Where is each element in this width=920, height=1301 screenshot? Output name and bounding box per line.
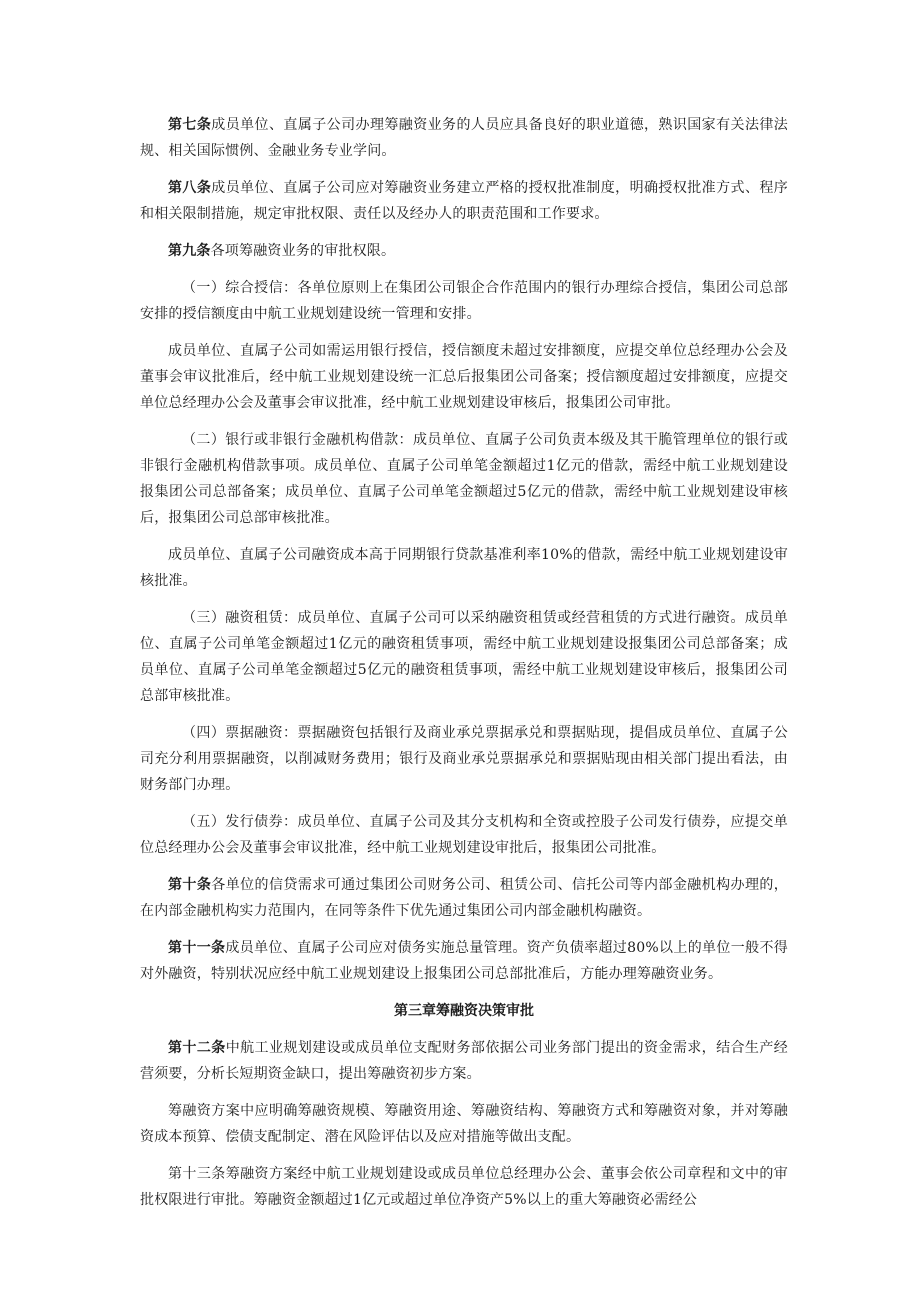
article-11-text: 成员单位、直属子公司应对债务实施总量管理。资产负债率超过80%以上的单位一般不得对外融资，特别状况应经中航工业规划建设上报集团公司总部批准后，方能办理筹融资业务。 (140, 940, 788, 982)
article-7-text: 成员单位、直属子公司办理筹融资业务的人员应具备良好的职业道德，熟识国家有关法律法规、相关国际惯例、金融业务专业学问。 (140, 117, 788, 159)
article-7 (140, 112, 788, 164)
chapter-3-heading: 第三章筹融资决策审批 (394, 1003, 534, 1019)
item-2-bank-loans: （二）银行或非银行金融机构借款：成员单位、直属子公司负责本级及其干脆管理单位的银行或非银行金融机构借款事项。成员单位、直属子公司单笔金额超过1亿元的借款，需经中航工业规划建设报集团公司总部备案；成员单位、直属子公司单笔金额超过5亿元的借款，需经中航工业规划建设审核后，报集团公司总部审核批准。 (140, 432, 788, 526)
item-4-bill-financing: （四）票据融资：票据融资包括银行及商业承兑票据承兑和票据贴现，提倡成员单位、直属子公司充分利用票据融资，以削减财务费用；银行及商业承兑票据承兑和票据贴现由相关部门提出看法，由财务部门办理。 (140, 725, 788, 793)
item-3-finance-lease: （三）融资租赁：成员单位、直属子公司可以采纳融资租赁或经营租赁的方式进行融资。成员单位、直属子公司单笔金额超过1亿元的融资租赁事项，需经中航工业规划建设报集团公司总部备案；成员单位、直属子公司单笔金额超过5亿元的融资租赁事项，需经中航工业规划建设审核后，报集团公司总部审核批准。 (140, 610, 788, 704)
article-8 (140, 175, 788, 227)
article-10-text: 各单位的信贷需求可通过集团公司财务公司、租赁公司、信托公司等内部金融机构办理的，在内部金融机构实力范围内，在同等条件下优先通过集团公司内部金融机构融资。 (140, 877, 788, 919)
article-9 (140, 238, 788, 264)
article-10 (140, 872, 788, 924)
article-11 (140, 935, 788, 987)
article-12-lead: 第十二条 (168, 1040, 226, 1056)
article-12 (140, 1035, 788, 1087)
article-12-text: 中航工业规划建设或成员单位支配财务部依据公司业务部门提出的资金需求，结合生产经营须要，分析长短期资金缺口，提出筹融资初步方案。 (140, 1040, 788, 1082)
article-10-lead: 第十条 (168, 877, 212, 893)
article-9-text: 各项筹融资业务的审批权限。 (210, 243, 396, 259)
item-2-detail: 成员单位、直属子公司融资成本高于同期银行贷款基准利率10%的借款，需经中航工业规划建设审核批准。 (140, 547, 788, 589)
item-1-detail: 成员单位、直属子公司如需运用银行授信，授信额度未超过安排额度，应提交单位总经理办公会及董事会审议批准后，经中航工业规划建设统一汇总后报集团公司备案；授信额度超过安排额度，应提交单位总经理办公会及董事会审议批准，经中航工业规划建设审核后，报集团公司审批。 (140, 343, 788, 411)
article-8-lead: 第八条 (168, 180, 212, 196)
article-13-paragraph: 第十三条筹融资方案经中航工业规划建设或成员单位总经理办公会、董事会依公司章程和文中的审批权限进行审批。筹融资金额超过1亿元或超过单位净资产5%以上的重大筹融资必需经公 (140, 1166, 788, 1208)
article-9-lead: 第九条 (168, 243, 211, 259)
financing-plan-paragraph: 筹融资方案中应明确筹融资规模、筹融资用途、筹融资结构、筹融资方式和筹融资对象，并对筹融资成本预算、偿债支配制定、潜在风险评估以及应对措施等做出支配。 (140, 1103, 788, 1145)
item-5-bond-issuance: （五）发行债券：成员单位、直属子公司及其分支机构和全资或控股子公司发行债券，应提交单位总经理办公会及董事会审议批准，经中航工业规划建设审批后，报集团公司批准。 (140, 814, 788, 856)
article-7-lead: 第七条 (168, 117, 212, 133)
article-11-lead: 第十一条 (168, 940, 226, 956)
article-8-text: 成员单位、直属子公司应对筹融资业务建立严格的授权批准制度，明确授权批准方式、程序和相关限制措施，规定审批权限、责任以及经办人的职责范围和工作要求。 (140, 180, 788, 222)
item-1-comprehensive-credit: （一）综合授信：各单位原则上在集团公司银企合作范围内的银行办理综合授信，集团公司总部安排的授信额度由中航工业规划建设统一管理和安排。 (140, 280, 788, 322)
